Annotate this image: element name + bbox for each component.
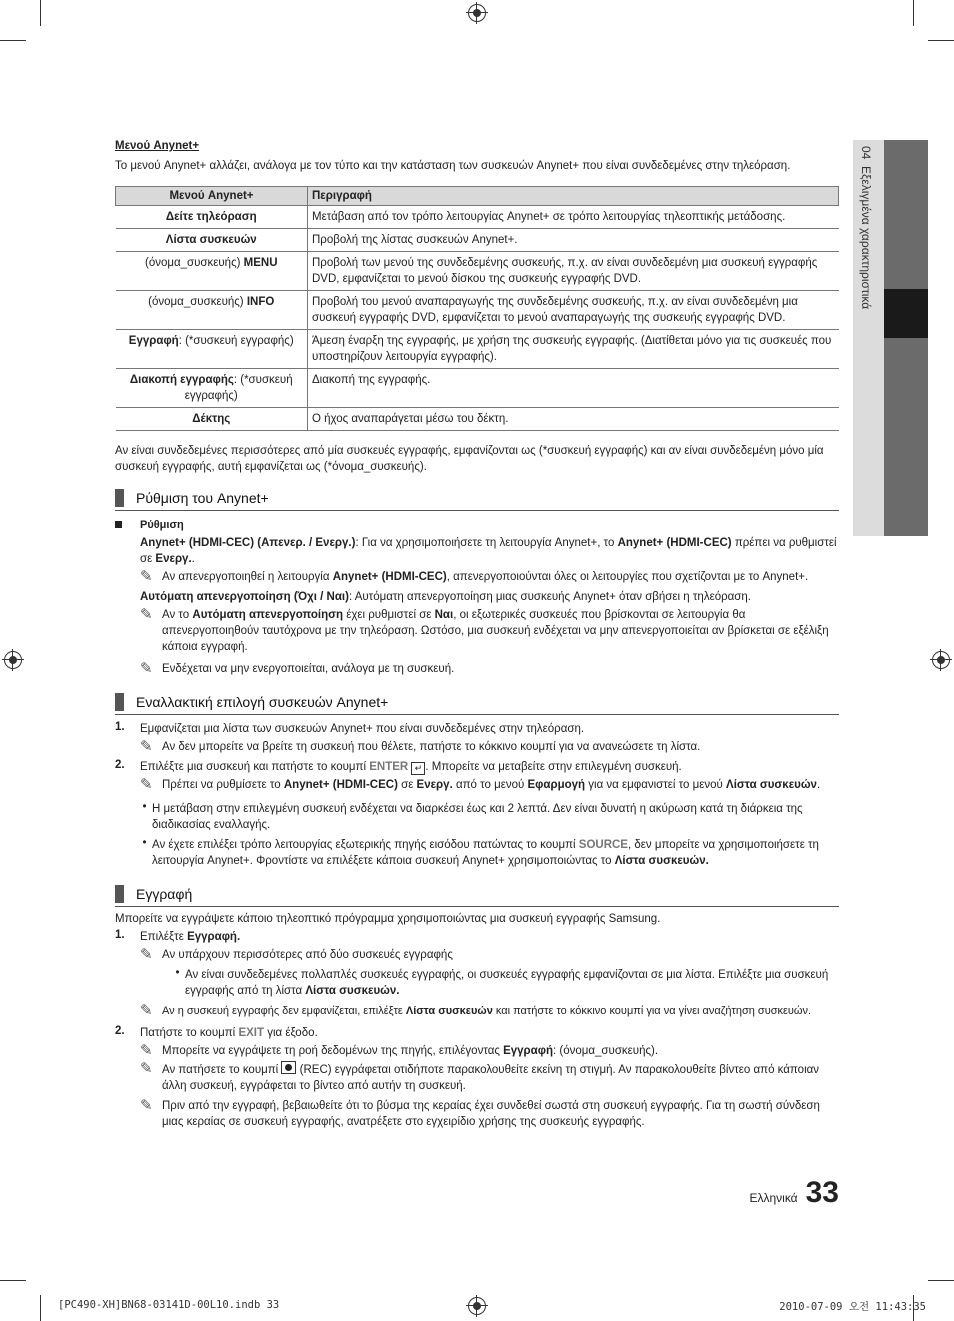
section-recording [115,885,839,907]
record-intro: Μπορείτε να εγγράψετε κάποιο τηλεοπτικό πρόγραμμα χρησιμοποιώντας μια συσκευή εγγραφής Samsung. [115,913,661,925]
section-title: Εγγραφή [136,886,193,902]
pencil-note-icon: ✎ [140,568,153,585]
note: ✎ Μπορείτε να εγγράψετε τη ροή δεδομένων της πηγής, επιλέγοντας Εγγραφή: (όνομα_συσκευής). [140,1042,659,1059]
menu-intro: Το μενού Anynet+ αλλάζει, ανάλογα με τον τύπο και την κατάσταση των συσκευών Anynet+ που είναι συνδεδεμένες στην τηλεόραση. [115,160,791,172]
note: ✎ Αν απενεργοποιηθεί η λειτουργία Anynet+ (HDMI-CEC), απενεργοποιούνται όλες οι λειτουργίες που σχετίζονται με το Anynet+. [140,568,809,585]
setup-p2: Αυτόματη απενεργοποίηση (Όχι / Ναι): Αυτόματη απενεργοποίηση μιας συσκευής Anynet+ όταν σβήσει η τηλεόραση. [140,591,751,603]
table-header-row [116,187,839,206]
table-row [116,291,839,330]
table-row [116,252,839,291]
note: ✎ Αν δεν μπορείτε να βρείτε τη συσκευή που θέλετε, πατήστε το κόκκινο κουμπί για να ανανεώσετε τη λίστα. [140,738,701,755]
page-number-block [749,1176,839,1210]
step: 1. Εμφανίζεται μια λίστα των συσκευών Anynet+ που είναι συνδεδεμένες στην τηλεόραση. [115,721,585,735]
after-table-text: Αν είναι συνδεδεμένες περισσότερες από μία συσκευές εγγραφής, εμφανίζονται ως (*συσκευή εγγραφής) και αν είναι συνδεδεμένη μόνο μία συσκευή εγγραφής, αυτή εμφανίζεται ως (*όνομα_συσκευής). [115,445,824,473]
pencil-note-icon: ✎ [140,1060,153,1077]
rec-button-icon [281,1061,296,1074]
table-cell-desc: Διακοπή της εγγραφής. [308,369,839,408]
menu-heading: Μενού Anynet+ [115,140,200,152]
page-number: 33 [805,1176,839,1209]
table-row [116,408,839,431]
side-tab-marker [884,289,928,338]
bullet-item: • Η μετάβαση στην επιλεγμένη συσκευή ενδέχεται να διαρκέσει έως και 2 λεπτά. Δεν είναι δυνατή η ακύρωση κατά τη διάρκεια της διαδικασίας εναλλαγής. [142,801,803,831]
section-switching [115,693,839,715]
step: 1. Επιλέξτε Εγγραφή. [115,929,241,943]
note: ✎ Πρέπει να ρυθμίσετε το Anynet+ (HDMI-CEC) σε Ενεργ. από το μενού Εφαρμογή για να εμφανιστεί το μενού Λίστα συσκευών. [140,776,821,793]
pencil-note-icon: ✎ [140,660,153,677]
footer-file: [PC490-XH]BN68-03141D-00L10.indb 33 [58,1299,280,1311]
section-title: Εναλλακτική επιλογή συσκευών Anynet+ [136,694,389,710]
table-cell-desc: Προβολή των μενού της συνδεδεμένης συσκευής, π.χ. αν είναι συνδεδεμένη μια συσκευή εγγραφής DVD, εμφανίζεται το μενού δίσκου της συσκευής εγγραφής DVD. [308,252,839,291]
table-cell-menu: (όνομα_συσκευής) MENU [116,252,308,291]
step: 2. Επιλέξτε μια συσκευή και πατήστε το κουμπί ENTER ↵ . Μπορείτε να μεταβείτε στην επιλεγμένη συσκευή. [115,759,682,773]
registration-mark-icon [468,1297,486,1315]
note: ✎ Πριν από την εγγραφή, βεβαιωθείτε ότι το βύσμα της κεραίας έχει συνδεθεί σωστά στη συσκευή εγγραφής. Για τη σωστή σύνδεση μιας κεραίας σε συσκευή εγγραφής, ανατρέξετε στο εγχειρίδιο χρήσης της συσκευής εγγραφής. [140,1097,820,1128]
table-cell-desc: Προβολή της λίστας συσκευών Anynet+. [308,229,839,252]
registration-mark-icon [4,651,22,669]
table-row [116,229,839,252]
step: 2. Πατήστε το κουμπί EXIT για έξοδο. [115,1025,318,1039]
note: ✎ Αν η συσκευή εγγραφής δεν εμφανίζεται, επιλέξτε Λίστα συσκευών και πατήστε το κόκκινο κουμπί για να γίνει αναζήτηση συσκευών. [140,1002,812,1019]
table-header: Περιγραφή [308,187,839,206]
table-cell-desc: Ο ήχος αναπαράγεται μέσω του δέκτη. [308,408,839,431]
note: ✎ Αν πατήσετε το κουμπί (REC) εγγράφεται οτιδήποτε παρακολουθείτε εκείνη τη στιγμή. Αν παρακολουθείτε βίντεο από κάποιαν άλλη συσκευή, εγγράφεται το βίντεο από αυτήν τη συσκευή. [140,1060,820,1092]
table-cell-menu: Δέκτης [116,408,308,431]
section-title: Ρύθμιση του Anynet+ [136,490,269,506]
pencil-note-icon: ✎ [140,776,153,793]
section-setup [115,489,839,511]
note: ✎ Αν υπάρχουν περισσότερες από δύο συσκευές εγγραφής [140,946,453,963]
note: ✎ Αν το Αυτόματη απενεργοποίηση έχει ρυθμιστεί σε Ναι, οι εξωτερικές συσκευές που βρίσκονται σε λειτουργία θα απενεργοποιηθούν ταυτόχρονα με την τηλεόραση. Ωστόσο, μια συσκευή ενδέχεται να μην απενεργοποιείται αν βρίσκεται σε εξέλιξη κάποια εγγραφή. [140,606,829,653]
chapter-title: 04 Εξελιγμένα χαρακτηριστικά [859,146,873,310]
bullet-item: • Αν έχετε επιλέξει τρόπο λειτουργίας εξωτερικής πηγής εισόδου πατώντας το κουμπί SOURCE, δεν μπορείτε να χρησιμοποιήσετε τη λειτουργία Anynet+. Φροντίστε να επιλέξετε κάποια συσκευή Anynet+ χρησιμοποιώντας το Λίστα συσκευών. [142,837,819,867]
pencil-note-icon: ✎ [140,1042,153,1059]
section-bar [115,489,124,507]
table-cell-menu: Δείτε τηλεόραση [116,206,308,229]
setup-item-label: Ρύθμιση [140,519,184,531]
square-bullet-icon [115,519,140,531]
table-cell-menu: (όνομα_συσκευής) INFO [116,291,308,330]
setup-item [115,519,839,531]
crop-mark [40,0,41,26]
crop-mark [928,40,954,41]
table-cell-desc: Προβολή του μενού αναπαραγωγής της συνδεδεμένης συσκευής, π.χ. αν είναι συνδεδεμένη μια συσκευή εγγραφής DVD, εμφανίζεται το μενού αναπαραγωγής της συσκευής εγγραφής DVD. [308,291,839,330]
pencil-note-icon: ✎ [140,1002,153,1019]
crop-mark [0,1280,26,1281]
table-cell-desc: Άμεση έναρξη της εγγραφής, με χρήση της συσκευής εγγραφής. (Διατίθεται μόνο για τις συσκευές που υποστηρίζουν λειτουργία εγγραφής). [308,330,839,369]
registration-mark-icon [468,4,486,22]
table-row [116,369,839,408]
note: ✎ Ενδέχεται να μην ενεργοποιείται, ανάλογα με τη συσκευή. [140,660,455,677]
table-cell-menu: Λίστα συσκευών [116,229,308,252]
crop-mark [0,40,26,41]
pencil-note-icon: ✎ [140,606,153,623]
registration-mark-icon [932,651,950,669]
section-bar [115,885,124,903]
bullet-item: • Αν είναι συνδεδεμένες πολλαπλές συσκευές εγγραφής, οι συσκευές εγγραφής εμφανίζονται σε μια λίστα. Επιλέξτε μια συσκευή εγγραφής από τη λίστα Λίστα συσκευών. [175,967,829,997]
section-bar [115,693,124,711]
table-row [116,330,839,369]
page-content [115,140,839,1130]
table-cell-desc: Μετάβαση από τον τρόπο λειτουργίας Anynet+ σε τρόπο λειτουργίας τηλεοπτικής μετάδοσης. [308,206,839,229]
enter-button-icon: ↵ [411,762,425,775]
setup-body [140,535,839,677]
pencil-note-icon: ✎ [140,1097,153,1114]
setup-p1: Anynet+ (HDMI-CEC) (Απενερ. / Ενεργ.): Για να χρησιμοποιήσετε τη λειτουργία Anynet+, το Anynet+ (HDMI-CEC) πρέπει να ρυθμιστεί σε Ενεργ.. [140,537,837,565]
crop-mark [913,0,914,26]
pencil-note-icon: ✎ [140,738,153,755]
pencil-note-icon: ✎ [140,946,153,963]
page-language: Ελληνικά [749,1191,798,1205]
table-row [116,206,839,229]
footer-timestamp: 2010-07-09 오전 11:43:35 [779,1301,926,1313]
side-tab-dark-band [884,140,928,536]
table-header: Μενού Anynet+ [116,187,308,206]
table-cell-menu: Διακοπή εγγραφής: (*συσκευή εγγραφής) [116,369,308,408]
chapter-side-tab [853,140,928,536]
anynet-menu-table [115,186,839,431]
crop-mark [40,1295,41,1321]
table-cell-menu: Εγγραφή: (*συσκευή εγγραφής) [116,330,308,369]
crop-mark [928,1280,954,1281]
